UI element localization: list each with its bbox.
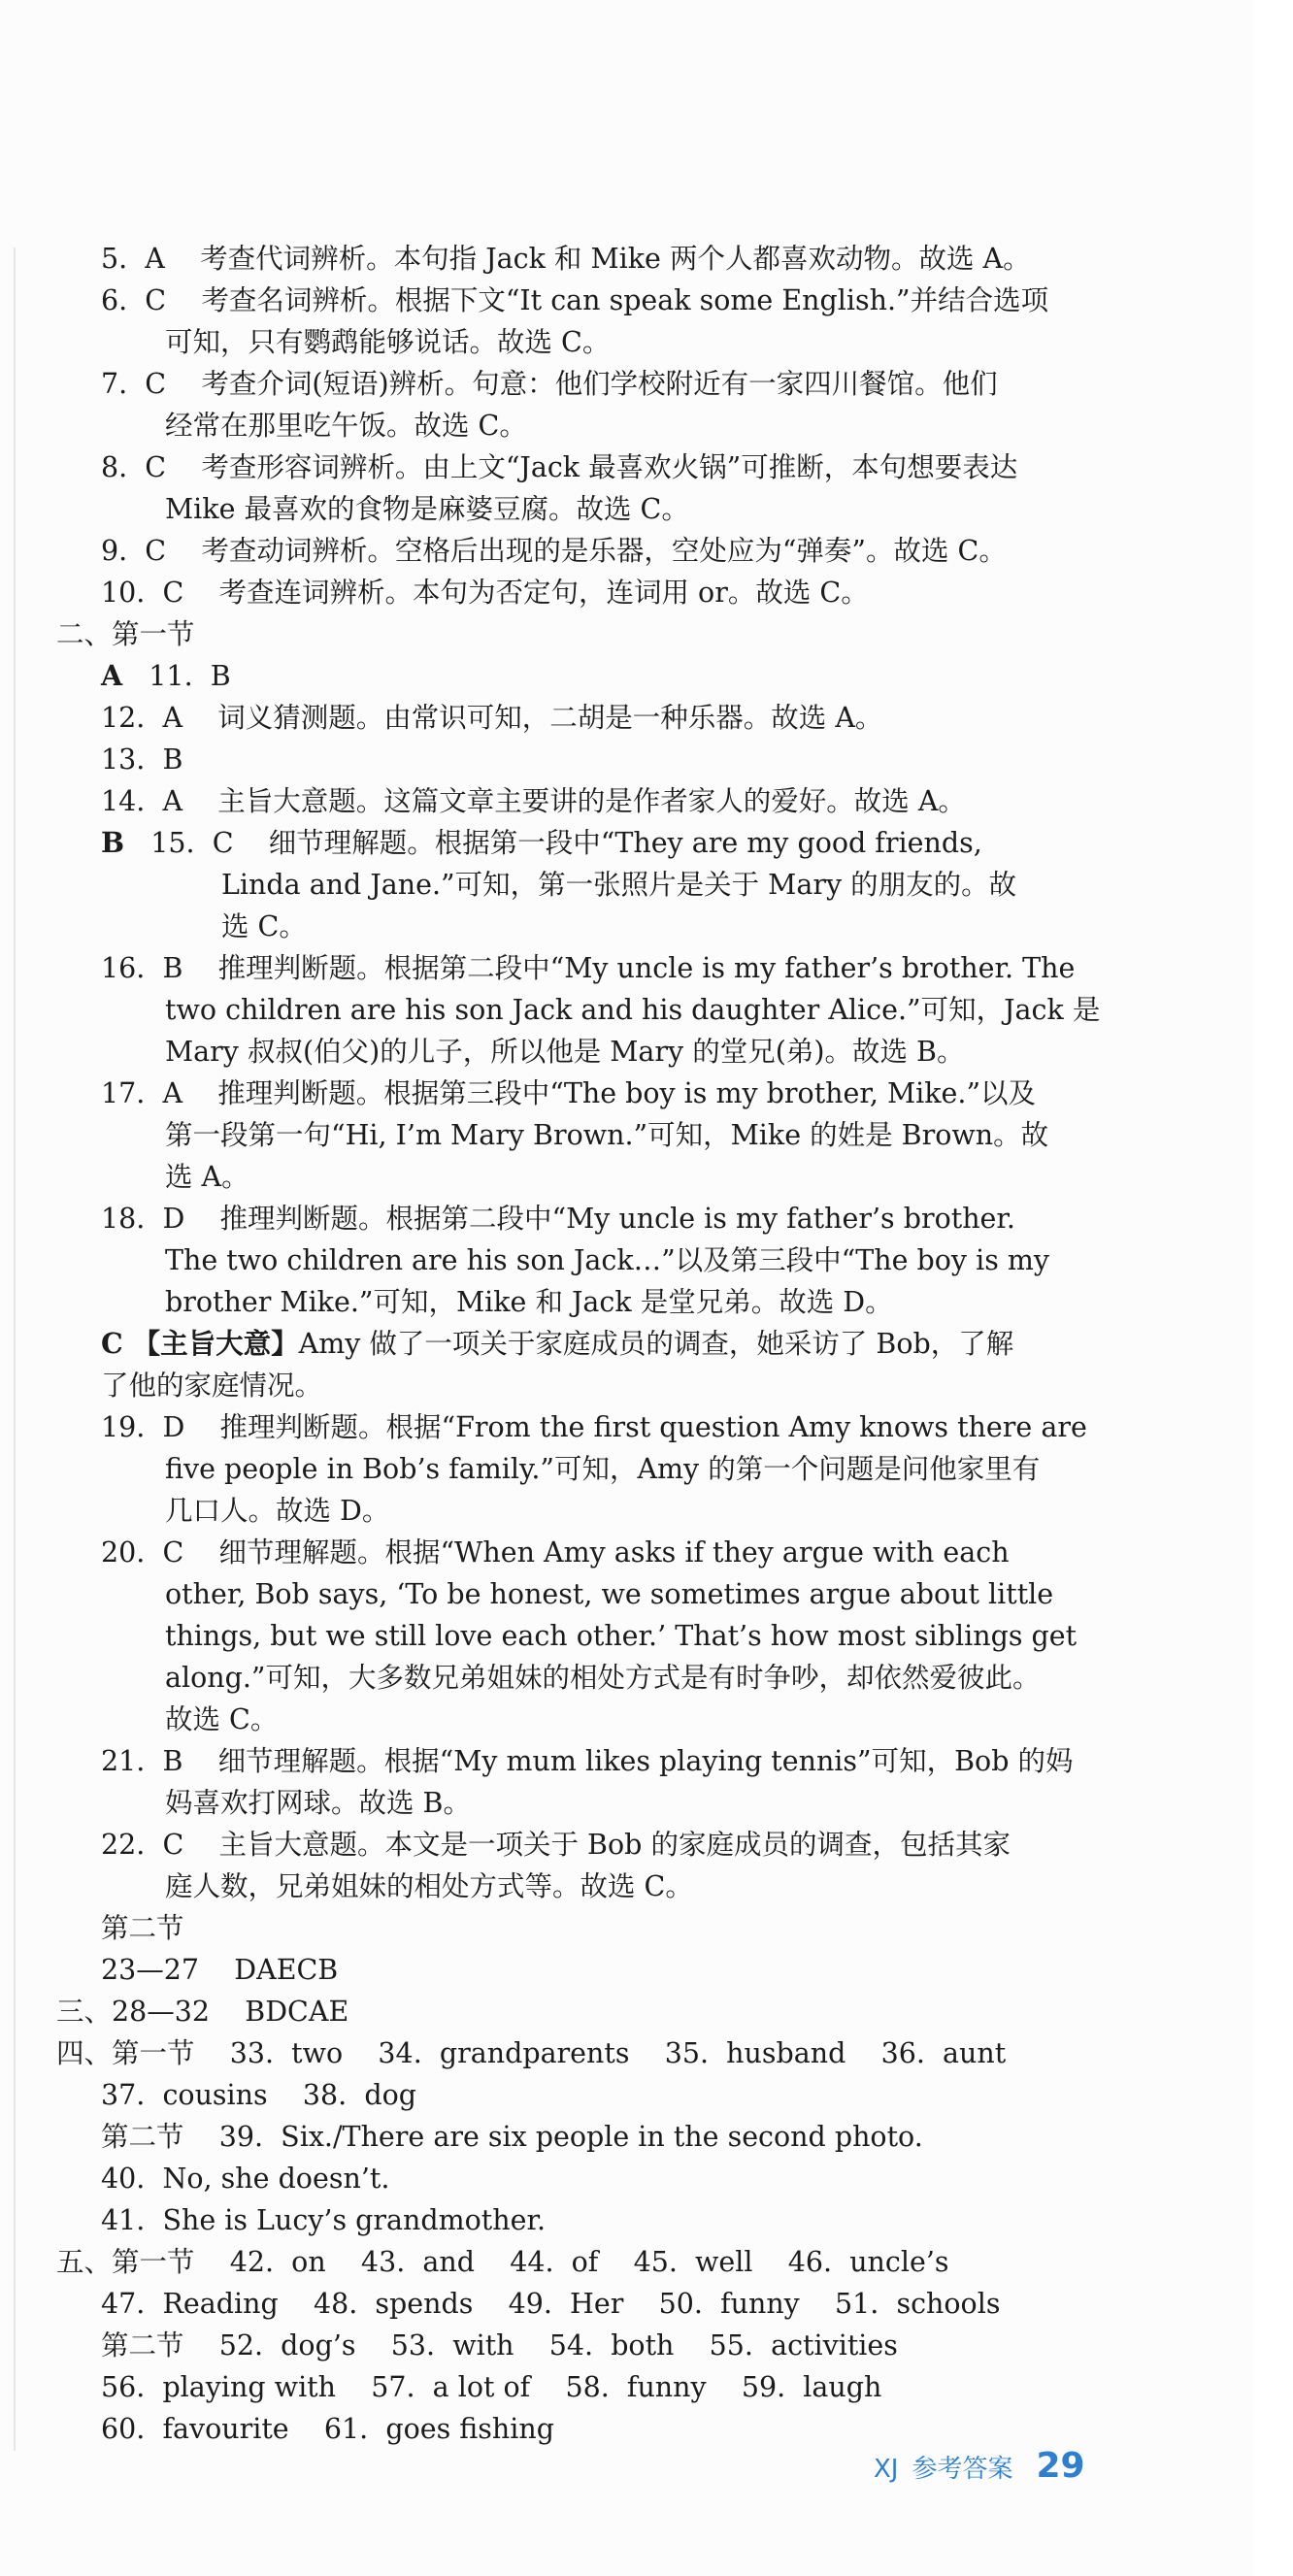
line-text: 20. C 细节理解题。根据“When Amy asks if they argue with each [101, 1536, 1010, 1569]
answer-line [56, 989, 1134, 1031]
line-text: 第一段第一句“Hi, I’m Mary Brown.”可知，Mike 的姓是 Brown。故 [165, 1119, 1049, 1151]
answer-line [56, 1657, 1134, 1699]
line-text: 21. B 细节理解题。根据“My mum likes playing tennis”可知，Bob 的妈 [101, 1745, 1074, 1777]
line-text: 16. B 推理判断题。根据第二段中“My uncle is my father’s brother. The [101, 952, 1076, 984]
answer-line [56, 530, 1134, 572]
answer-line [56, 1907, 1134, 1949]
answer-line [56, 1615, 1134, 1657]
line-text: 5. A 考查代词辨析。本句指 Jack 和 Mike 两个人都喜欢动物。故选 A。 [101, 243, 1031, 275]
answer-line [56, 739, 1134, 780]
footer-label: 参考答案 [912, 2455, 1013, 2484]
line-text: 四、第一节 33. two 34. grandparents 35. husband 36. aunt [56, 2037, 1007, 2069]
answer-line [56, 780, 1134, 822]
answer-line [56, 1949, 1134, 1991]
line-text: 60. favourite 61. goes fishing [101, 2413, 554, 2445]
line-text: 17. A 推理判断题。根据第三段中“The boy is my brother, Mike.”以及 [101, 1077, 1037, 1109]
line-text: things, but we still love each other.’ That’s how most siblings get [165, 1620, 1078, 1652]
answer-line [56, 2199, 1134, 2241]
line-text: 第二节 52. dog’s 53. with 54. both 55. activities [101, 2329, 898, 2361]
line-text: 第二节 [101, 1912, 184, 1944]
answer-line [56, 864, 1134, 906]
answer-line [56, 1031, 1134, 1073]
page-footer [874, 2446, 1085, 2494]
line-text: The two children are his son Jack…”以及第三段中“The boy is my [165, 1244, 1050, 1276]
answer-line [56, 2241, 1134, 2283]
line-text: 13. B [101, 743, 183, 776]
line-text: two children are his son Jack and his daughter Alice.”可知，Jack 是 [165, 994, 1101, 1026]
answer-line [56, 822, 1134, 864]
line-text: 9. C 考查动词辨析。空格后出现的是乐器，空处应为“弹奏”。故选 C。 [101, 535, 1007, 567]
line-text: 了他的家庭情况。 [101, 1370, 323, 1402]
line-text: 8. C 考查形容词辨析。由上文“Jack 最喜欢火锅”可推断，本句想要表达 [101, 451, 1018, 483]
line-text: brother Mike.”可知，Mike 和 Jack 是堂兄弟。故选 D。 [165, 1286, 893, 1318]
answer-key-content [56, 238, 1134, 2450]
line-text: 37. cousins 38. dog [101, 2079, 416, 2111]
line-text: 47. Reading 48. spends 49. Her 50. funny 51. schools [101, 2288, 1001, 2320]
line-text: 五、第一节 42. on 43. and 44. of 45. well 46. uncle’s [56, 2246, 949, 2278]
line-text: 23—27 DAECB [101, 1954, 339, 1986]
answer-line [56, 280, 1134, 321]
line-text: 10. C 考查连词辨析。本句为否定句，连词用 or。故选 C。 [101, 577, 869, 609]
line-text: 选 A。 [165, 1161, 249, 1193]
answer-line [56, 1239, 1134, 1281]
answer-line [56, 697, 1134, 739]
answer-line [56, 2074, 1134, 2116]
answer-line [56, 1782, 1134, 1824]
line-text: 56. playing with 57. a lot of 58. funny 59. laugh [101, 2371, 882, 2403]
answer-line [56, 1532, 1134, 1573]
line-text: 庭人数，兄弟姐妹的相处方式等。故选 C。 [165, 1870, 693, 1902]
answer-line [56, 906, 1134, 947]
answer-line [56, 1323, 1134, 1365]
answer-line [56, 2366, 1134, 2408]
answer-line [56, 1365, 1134, 1406]
line-text: other, Bob says, ‘To be honest, we sometimes argue about little [165, 1578, 1054, 1610]
answer-line [56, 1490, 1134, 1532]
answer-line [56, 405, 1134, 446]
line-text: 6. C 考查名词辨析。根据下文“It can speak some English.”并结合选项 [101, 284, 1049, 316]
answer-line [56, 321, 1134, 363]
page-number: 29 [1036, 2446, 1085, 2486]
line-text: Mary 叔叔(伯父)的儿子，所以他是 Mary 的堂兄(弟)。故选 B。 [165, 1036, 965, 1068]
answer-line [56, 2325, 1134, 2366]
answer-line [56, 572, 1134, 613]
line-text: 妈喜欢打网球。故选 B。 [165, 1787, 472, 1819]
line-text: 41. She is Lucy’s grandmother. [101, 2204, 547, 2236]
answer-line [56, 1573, 1134, 1615]
line-text: 12. A 词义猜测题。由常识可知，二胡是一种乐器。故选 A。 [101, 702, 883, 734]
answer-line [56, 2408, 1134, 2450]
line-text: 7. C 考查介词(短语)辨析。句意：他们学校附近有一家四川餐馆。他们 [101, 368, 998, 400]
answer-line [56, 655, 1134, 697]
answer-line [56, 1073, 1134, 1114]
line-text: along.”可知，大多数兄弟姐妹的相处方式是有时争吵，却依然爱彼此。 [165, 1662, 1041, 1694]
answer-line [56, 1198, 1134, 1239]
line-text: 三、28—32 BDCAE [56, 1996, 349, 2028]
line-text: 选 C。 [221, 910, 307, 942]
margin-line [14, 248, 16, 2451]
answer-line [56, 947, 1134, 989]
answer-line [56, 1740, 1134, 1782]
line-text: 15. C 细节理解题。根据第一段中“They are my good friends, [124, 827, 982, 859]
line-text: 二、第一节 [56, 618, 195, 650]
answer-line [56, 1824, 1134, 1866]
section-marker: C 【主旨大意】 [101, 1327, 299, 1360]
line-text: 40. No, she doesn’t. [101, 2163, 390, 2195]
answer-line [56, 1281, 1134, 1323]
line-text: 第二节 39. Six./There are six people in the second photo. [101, 2121, 923, 2153]
answer-line [56, 1991, 1134, 2032]
answer-line [56, 1406, 1134, 1448]
line-text: 19. D 推理判断题。根据“From the first question Amy knows there are [101, 1411, 1087, 1443]
line-text: Linda and Jane.”可知，第一张照片是关于 Mary 的朋友的。故 [221, 869, 1017, 901]
answer-line [56, 363, 1134, 405]
line-text: 几口人。故选 D。 [165, 1495, 390, 1527]
line-text: 故选 C。 [165, 1703, 279, 1735]
answer-line [56, 446, 1134, 488]
footer-code: XJ [874, 2455, 899, 2484]
answer-line [56, 2032, 1134, 2074]
answer-line [56, 1699, 1134, 1740]
line-text: 18. D 推理判断题。根据第二段中“My uncle is my father’s brother. [101, 1203, 1015, 1235]
answer-line [56, 488, 1134, 530]
answer-line [56, 1156, 1134, 1198]
answer-line [56, 2283, 1134, 2325]
answer-line [56, 613, 1134, 655]
answer-line [56, 2116, 1134, 2158]
section-marker: A [101, 659, 123, 692]
line-text: 11. B [122, 660, 231, 692]
answer-line [56, 238, 1134, 280]
line-text: 14. A 主旨大意题。这篇文章主要讲的是作者家人的爱好。故选 A。 [101, 785, 966, 817]
answer-line [56, 1866, 1134, 1907]
line-text: Amy 做了一项关于家庭成员的调查，她采访了 Bob，了解 [298, 1328, 1014, 1360]
answer-line [56, 1448, 1134, 1490]
answer-line [56, 1114, 1134, 1156]
answer-line [56, 2158, 1134, 2199]
line-text: 经常在那里吃午饭。故选 C。 [165, 410, 527, 442]
section-marker: B [101, 826, 125, 859]
line-text: 可知，只有鹦鹉能够说话。故选 C。 [165, 326, 611, 358]
line-text: Mike 最喜欢的食物是麻婆豆腐。故选 C。 [165, 493, 689, 525]
line-text: 22. C 主旨大意题。本文是一项关于 Bob 的家庭成员的调查，包括其家 [101, 1829, 1011, 1861]
line-text: five people in Bob’s family.”可知，Amy 的第一个问题是问他家里有 [165, 1453, 1041, 1485]
